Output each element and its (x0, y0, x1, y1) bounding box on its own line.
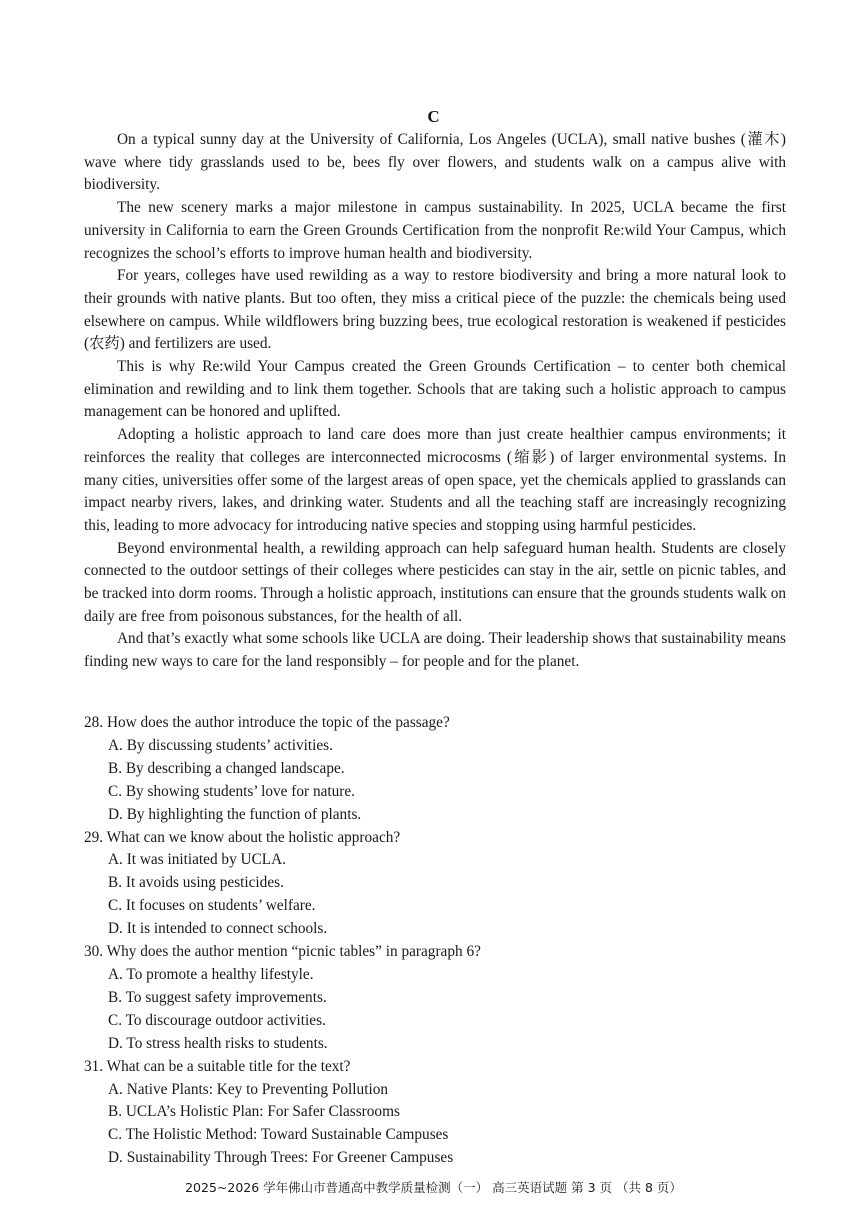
answer-option: B. To suggest safety improvements. (108, 988, 327, 1006)
answer-option: C. By showing students’ love for nature. (108, 782, 355, 800)
section-heading: C (427, 107, 440, 126)
passage-paragraph: On a typical sunny day at the University of California, Los Angeles (UCLA), small native bushes (灌木) wave where tidy grasslands used to be, bees fly over flowers, and students walk on a campus alive with biodiversity. (84, 131, 786, 194)
answer-option: B. UCLA’s Holistic Plan: For Safer Classrooms (108, 1103, 400, 1121)
passage-paragraph: The new scenery marks a major milestone in campus sustainability. In 2025, UCLA became the first university in California to earn the Green Grounds Certification from the nonprofit Re:wild Your Campus, which recognizes the school’s efforts to improve human health and biodiversity. (84, 199, 786, 262)
question-29 (84, 827, 786, 942)
answer-option: C. The Holistic Method: Toward Sustainable Campuses (108, 1126, 449, 1144)
answer-option: A. By discussing students’ activities. (108, 736, 333, 754)
answer-option: D. To stress health risks to students. (108, 1034, 328, 1052)
passage-paragraph: Adopting a holistic approach to land care does more than just create healthier campus environments; it reinforces the reality that colleges are interconnected microcosms (缩影) of larger environmental systems. In many cities, universities offer some of the largest areas of open space, yet the chemicals applied to grasslands can impact nearby rivers, lakes, and drinking water. Students and all the teaching staff are increasingly recognizing this, leading to more advocacy for introducing native species and stopping using harmful pesticides. (84, 426, 786, 534)
passage-paragraph: Beyond environmental health, a rewilding approach can help safeguard human health. Students are closely connected to the outdoor settings of their colleges where pesticides can stay in the air, settle on picnic tables, and be tracked into dorm rooms. Through a holistic approach, institutions can ensure that the grounds students walk on daily are free from poisonous substances, for the health of all. (84, 539, 786, 625)
question-list (84, 712, 786, 1170)
passage-paragraph: This is why Re:wild Your Campus created the Green Grounds Certification – to center both chemical elimination and rewilding and to link them together. Schools that are taking such a holistic approach to campus management can be honored and uplifted. (84, 358, 786, 421)
answer-option: A. Native Plants: Key to Preventing Pollution (108, 1080, 388, 1098)
question-stem: 29. What can we know about the holistic approach? (84, 828, 401, 846)
answer-option: A. It was initiated by UCLA. (108, 851, 287, 869)
question-stem: 31. What can be a suitable title for the text? (84, 1057, 351, 1075)
page-footer: 2025~2026 学年佛山市普通高中教学质量检测（一） 高三英语试题 第 3 页 （共 8 页） (185, 1180, 682, 1195)
answer-option: A. To promote a healthy lifestyle. (108, 965, 314, 983)
question-30 (84, 941, 786, 1056)
passage-paragraph: For years, colleges have used rewilding as a way to restore biodiversity and bring a more natural look to their grounds with native plants. But too often, they miss a critical piece of the puzzle: the chemicals being used elsewhere on campus. While wildflowers bring buzzing bees, true ecological restoration is weakened if pesticides (农药) and fertilizers are used. (84, 267, 786, 353)
question-28 (84, 712, 786, 827)
question-31 (84, 1056, 786, 1171)
passage-paragraph: And that’s exactly what some schools like UCLA are doing. Their leadership shows that sustainability means finding new ways to care for the land responsibly – for people and for the planet. (84, 630, 786, 671)
reading-passage (84, 129, 786, 674)
answer-option: B. By describing a changed landscape. (108, 759, 345, 777)
answer-option: D. Sustainability Through Trees: For Greener Campuses (108, 1149, 454, 1167)
question-stem: 30. Why does the author mention “picnic tables” in paragraph 6? (84, 943, 481, 961)
answer-option: D. By highlighting the function of plants. (108, 805, 362, 823)
answer-option: D. It is intended to connect schools. (108, 920, 328, 938)
question-stem: 28. How does the author introduce the topic of the passage? (84, 714, 450, 731)
answer-option: B. It avoids using pesticides. (108, 874, 284, 892)
answer-option: C. To discourage outdoor activities. (108, 1011, 326, 1029)
answer-option: C. It focuses on students’ welfare. (108, 897, 316, 915)
